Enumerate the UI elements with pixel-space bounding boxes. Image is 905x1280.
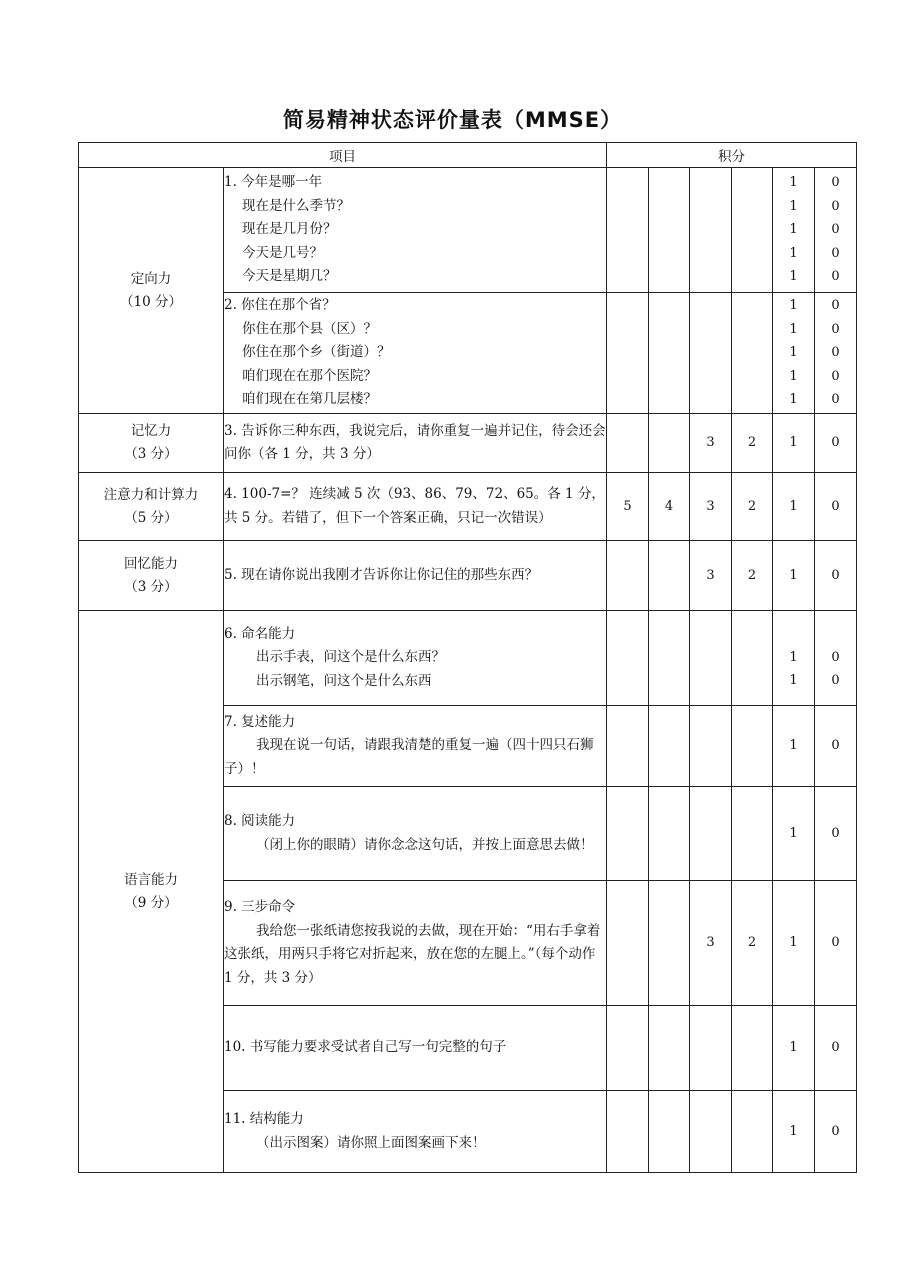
score-cell-2[interactable]: 2: [732, 881, 773, 1006]
score-cell-2[interactable]: 2: [732, 414, 773, 473]
score-cell[interactable]: [649, 1006, 690, 1091]
score-cell-0[interactable]: 0: [815, 1091, 857, 1173]
score-cell-3[interactable]: 3: [690, 473, 732, 541]
header-row: [79, 143, 857, 168]
score-cell[interactable]: [690, 1091, 732, 1173]
score-cell[interactable]: [690, 293, 732, 414]
score-cell[interactable]: [607, 611, 649, 706]
table-row: [79, 168, 857, 293]
score-cell[interactable]: [732, 1091, 773, 1173]
table-row: [79, 414, 857, 473]
score-cell[interactable]: [690, 168, 732, 293]
question-11: 11. 结构能力 （出示图案）请你照上面图案画下来！: [224, 1091, 607, 1173]
score-cell[interactable]: [649, 787, 690, 881]
score-cell[interactable]: [690, 706, 732, 787]
score-cell-0[interactable]: 0: [815, 787, 857, 881]
question-2: 2. 你住在那个省？ 你住在那个县（区）？ 你住在那个乡（街道）？ 咱们现在在那个医院？ 咱们现在在第几层楼？: [224, 293, 607, 414]
score-cell[interactable]: [607, 881, 649, 1006]
score-cell[interactable]: [732, 706, 773, 787]
score-cell-0[interactable]: 0: [815, 1006, 857, 1091]
score-cell-1[interactable]: 1: [773, 473, 815, 541]
score-cell[interactable]: [690, 1006, 732, 1091]
score-cell-1[interactable]: 1 1: [773, 611, 815, 706]
score-cell[interactable]: [649, 414, 690, 473]
score-cell[interactable]: [607, 1006, 649, 1091]
score-cell-3[interactable]: 3: [690, 541, 732, 611]
score-cell-2[interactable]: 2: [732, 473, 773, 541]
score-cell-0[interactable]: 0: [815, 414, 857, 473]
score-cell[interactable]: [607, 414, 649, 473]
score-cell[interactable]: [649, 881, 690, 1006]
question-10: 10. 书写能力要求受试者自己写一句完整的句子: [224, 1006, 607, 1091]
score-cell-3[interactable]: 3: [690, 881, 732, 1006]
question-4: 4. 100-7=？ 连续减 5 次（93、86、79、72、65。各 1 分，共 5 分。若错了，但下一个答案正确，只记一次错误）: [224, 473, 607, 541]
score-cell[interactable]: [732, 168, 773, 293]
score-cell-0[interactable]: 0 0: [815, 611, 857, 706]
page-title: 简易精神状态评价量表（MMSE）: [282, 108, 623, 132]
item-header: 项目: [79, 143, 607, 168]
score-cell[interactable]: [690, 787, 732, 881]
score-cell-0[interactable]: 0: [815, 473, 857, 541]
score-cell[interactable]: [649, 706, 690, 787]
score-cell[interactable]: [607, 787, 649, 881]
table-row: [79, 541, 857, 611]
question-1: 1. 今年是哪一年 现在是什么季节？ 现在是几月份？ 今天是几号？ 今天是星期几？: [224, 168, 607, 293]
question-5: 5. 现在请你说出我刚才告诉你让你记住的那些东西？: [224, 541, 607, 611]
score-cell-0[interactable]: 0: [815, 541, 857, 611]
score-cell[interactable]: [732, 1006, 773, 1091]
question-6: 6. 命名能力 出示手表，问这个是什么东西？ 出示钢笔，问这个是什么东西: [224, 611, 607, 706]
mmse-table: [78, 142, 857, 1173]
score-cell[interactable]: [607, 706, 649, 787]
score-cell-1[interactable]: 1: [773, 414, 815, 473]
score-cell-0[interactable]: 0 0 0 0 0: [815, 293, 857, 414]
score-cell-1[interactable]: 1 1 1 1 1: [773, 168, 815, 293]
score-cell-1[interactable]: 1: [773, 706, 815, 787]
score-cell-0[interactable]: 0: [815, 881, 857, 1006]
score-cell[interactable]: [732, 611, 773, 706]
category-language: 语言能力 （9 分）: [79, 611, 224, 1173]
score-cell-1[interactable]: 1: [773, 787, 815, 881]
score-cell[interactable]: [607, 168, 649, 293]
score-cell[interactable]: [649, 168, 690, 293]
score-header: 积分: [607, 143, 857, 168]
score-cell-2[interactable]: 2: [732, 541, 773, 611]
score-cell-3[interactable]: 3: [690, 414, 732, 473]
score-cell[interactable]: [649, 541, 690, 611]
category-orientation: 定向力 （10 分）: [79, 168, 224, 414]
score-cell-1[interactable]: 1 1 1 1 1: [773, 293, 815, 414]
score-cell-1[interactable]: 1: [773, 881, 815, 1006]
category-recall: 回忆能力 （3 分）: [79, 541, 224, 611]
score-cell-1[interactable]: 1: [773, 541, 815, 611]
score-cell[interactable]: [732, 293, 773, 414]
score-cell-0[interactable]: 0: [815, 706, 857, 787]
score-cell-1[interactable]: 1: [773, 1006, 815, 1091]
score-cell-1[interactable]: 1: [773, 1091, 815, 1173]
question-8: 8. 阅读能力 （闭上你的眼睛）请你念念这句话，并按上面意思去做！: [224, 787, 607, 881]
category-memory: 记忆力 （3 分）: [79, 414, 224, 473]
question-9: 9. 三步命令 我给您一张纸请您按我说的去做，现在开始：“用右手拿着这张纸，用两只手将它对折起来，放在您的左腿上。”（每个动作 1 分，共 3 分）: [224, 881, 607, 1006]
table-row: [79, 473, 857, 541]
score-cell-4[interactable]: 4: [649, 473, 690, 541]
score-cell[interactable]: [649, 1091, 690, 1173]
score-cell-0[interactable]: 0 0 0 0 0: [815, 168, 857, 293]
score-cell[interactable]: [649, 293, 690, 414]
category-attention: 注意力和计算力 （5 分）: [79, 473, 224, 541]
score-cell-5[interactable]: 5: [607, 473, 649, 541]
score-cell[interactable]: [732, 787, 773, 881]
table-row: [79, 611, 857, 706]
score-cell[interactable]: [690, 611, 732, 706]
score-cell[interactable]: [607, 1091, 649, 1173]
score-cell[interactable]: [607, 541, 649, 611]
question-3: 3. 告诉你三种东西，我说完后，请你重复一遍并记住，待会还会问你（各 1 分，共 3 分）: [224, 414, 607, 473]
score-cell[interactable]: [607, 293, 649, 414]
score-cell[interactable]: [649, 611, 690, 706]
question-7: 7. 复述能力 我现在说一句话，请跟我清楚的重复一遍（四十四只石狮子）！: [224, 706, 607, 787]
